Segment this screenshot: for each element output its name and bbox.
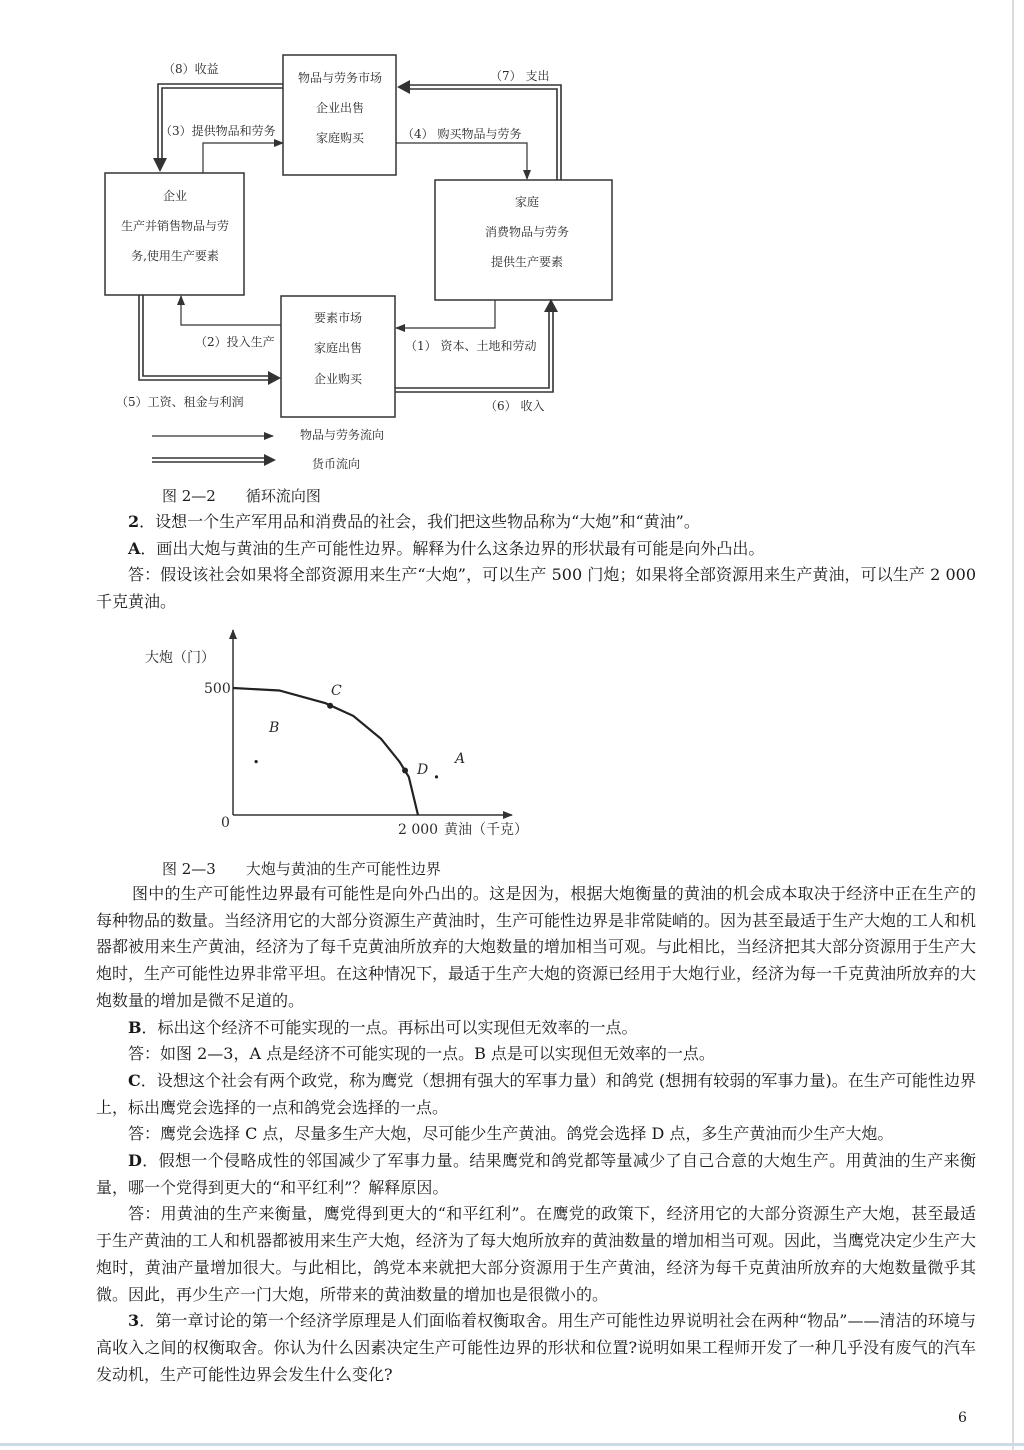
question-2c: C．设想这个社会有两个政党，称为鹰党（想拥有强大的军事力量）和鸽党 (想拥有较弱的军事力量)。在生产可能性边界上，标出鹰党会选择的一点和鸽党会选择的一点。 — [96, 1070, 976, 1117]
wages-arrowhead — [268, 371, 281, 385]
goods-flow-factors — [396, 300, 495, 328]
legend-money-arrowhead — [264, 454, 276, 466]
point-b-label: B — [269, 720, 280, 736]
revenue-arrowhead — [153, 158, 167, 172]
x-axis-label: 黄油（千克） — [444, 822, 528, 838]
figure-2-2-caption: 图 2—2 循环流向图 — [162, 487, 321, 505]
factor-market-title: 要素市场 — [313, 311, 363, 325]
answer-2c: 答：鹰党会选择 C 点，尽量多生产大炮，尽可能少生产黄油。鸽党会选择 D 点，多生产黄油而少生产大炮。 — [128, 1124, 894, 1144]
answer-2d: 答：用黄油的生产来衡量，鹰党得到更大的“和平红利”。在鹰党的政策下，经济用它的大部分资源生产大炮，甚至最适于生产黄油的工人和机器都被用来生产大炮，经济为了每大炮所放弃的黄油数量的增加相当可观。因此，当鹰党决定少生产大炮时，黄油产量增加很大。与此相比，鸽党本来就把大部分资源用于生产黄油，经济为每千克黄油所放弃的大炮数量微乎其微。因此，再少生产一门大炮，所带来的黄油数量的增加也是很微小的。 — [96, 1204, 977, 1304]
legend-money-line — [152, 458, 266, 462]
goods-flow-inputs — [181, 296, 281, 325]
ppf-chart — [0, 618, 600, 854]
circular-flow-diagram — [0, 0, 1024, 480]
answer-2a: 答：假设该社会如果将全部资源用来生产“大炮”，可以生产 500 门炮；如果将全部资源用来生产黄油，可以生产 2 000 千克黄油。 — [96, 565, 976, 612]
label-income: （6） 收入 — [485, 399, 545, 413]
households-line1: 消费物品与劳务 — [484, 225, 570, 239]
goods-market-title: 物品与劳务市场 — [297, 71, 383, 85]
point-a-dot — [435, 775, 438, 778]
answer-2b: 答：如图 2—3，A 点是经济不可能实现的一点。B 点是可以实现但无效率的一点。 — [128, 1044, 715, 1064]
firms-title: 企业 — [162, 189, 188, 203]
ppf-explanation: 图中的生产可能性边界最有可能性是向外凸出的。这是因为，根据大炮衡量的黄油的机会成本取决于经济中正在生产的每种物品的数量。当经济用它的大部分资源生产黄油时，生产可能性边界是非常陡峭的。因为甚至最适于生产大炮的工人和机器都被用来生产黄油，经济为了每千克黄油所放弃的大炮数量的增加相当可观。与此相比，当经济把其大部分资源用于生产大炮时，生产可能性边界非常平坦。在这种情况下，最适于生产大炮的资源已经用于大炮行业，经济为每一千克黄油所放弃的大炮数量的增加是微不足道的。 — [96, 884, 977, 1010]
point-d-label: D — [417, 762, 429, 778]
y-axis-label: 大炮（门） — [145, 650, 215, 666]
ppf-curve — [233, 688, 418, 815]
figure-2-3-caption: 图 2—3 大炮与黄油的生产可能性边界 — [162, 860, 441, 878]
question-3: 3．第一章讨论的第一个经济学原理是人们面临着权衡取舍。用生产可能性边界说明社会在两种“物品”——清洁的环境与高收入之间的权衡取舍。你认为什么因素决定生产可能性边界的形状和位置?说明如果工程师开发了一种几乎没有废气的汽车发动机，生产可能性边界会发生什么变化? — [96, 1311, 976, 1384]
legend-goods-label: 物品与劳务流向 — [300, 428, 385, 442]
answers-block — [96, 881, 976, 1388]
question-2b: B．标出这个经济不可能实现的一点。再标出可以实现但无效率的一点。 — [128, 1017, 638, 1037]
label-supply-goods: （3）提供物品和劳务 — [160, 124, 276, 138]
goods-flow-supply — [203, 143, 283, 173]
expenditure-arrowhead — [397, 80, 410, 94]
goods-market-line1: 企业出售 — [315, 101, 365, 115]
point-d-dot — [402, 768, 408, 774]
label-buy-goods: （4） 购买物品与劳务 — [402, 127, 522, 141]
label-revenue: （8）收益 — [163, 62, 219, 76]
label-wages: （5）工资、租金与利润 — [116, 395, 244, 409]
legend-money-label: 货币流向 — [312, 457, 361, 471]
households-title: 家庭 — [514, 195, 540, 209]
goods-market-line2: 家庭购买 — [315, 131, 365, 145]
firms-line2: 务,使用生产要素 — [131, 249, 219, 263]
question-2: 2．设想一个生产军用品和消费品的社会，我们把这些物品称为“大炮”和“黄油”。 — [128, 512, 700, 531]
origin-label: 0 — [221, 815, 230, 831]
factor-market-line1: 家庭出售 — [313, 341, 363, 355]
point-c-label: C — [331, 683, 342, 699]
point-b-dot — [255, 760, 258, 763]
x-tick-2000: 2 000 — [398, 822, 439, 838]
question-2-block — [96, 509, 976, 616]
question-2a: A．画出大炮与黄油的生产可能性边界。解释为什么这条边界的形状最有可能是向外凸出。 — [128, 538, 765, 558]
question-2d: D．假想一个侵略成性的邻国减少了军事力量。结果鹰党和鸽党都等量减少了自己合意的大炮生产。用黄油的生产来衡量，哪一个党得到更大的“和平红利”？解释原因。 — [96, 1151, 976, 1197]
y-tick-500: 500 — [204, 681, 231, 697]
label-inputs: （2）投入生产 — [195, 335, 275, 349]
label-expenditure: （7） 支出 — [490, 69, 550, 83]
page-bottom-edge — [0, 1443, 1024, 1446]
goods-flow-purchase — [396, 143, 527, 179]
factor-market-line2: 企业购买 — [313, 372, 363, 386]
households-line2: 提供生产要素 — [490, 255, 564, 269]
label-factors: （1） 资本、土地和劳动 — [405, 339, 537, 353]
firms-line1: 生产并销售物品与劳 — [120, 219, 230, 233]
page-number: 6 — [958, 1410, 967, 1426]
income-arrowhead — [544, 299, 558, 312]
point-a-label: A — [455, 751, 466, 767]
point-c-dot — [327, 703, 333, 709]
